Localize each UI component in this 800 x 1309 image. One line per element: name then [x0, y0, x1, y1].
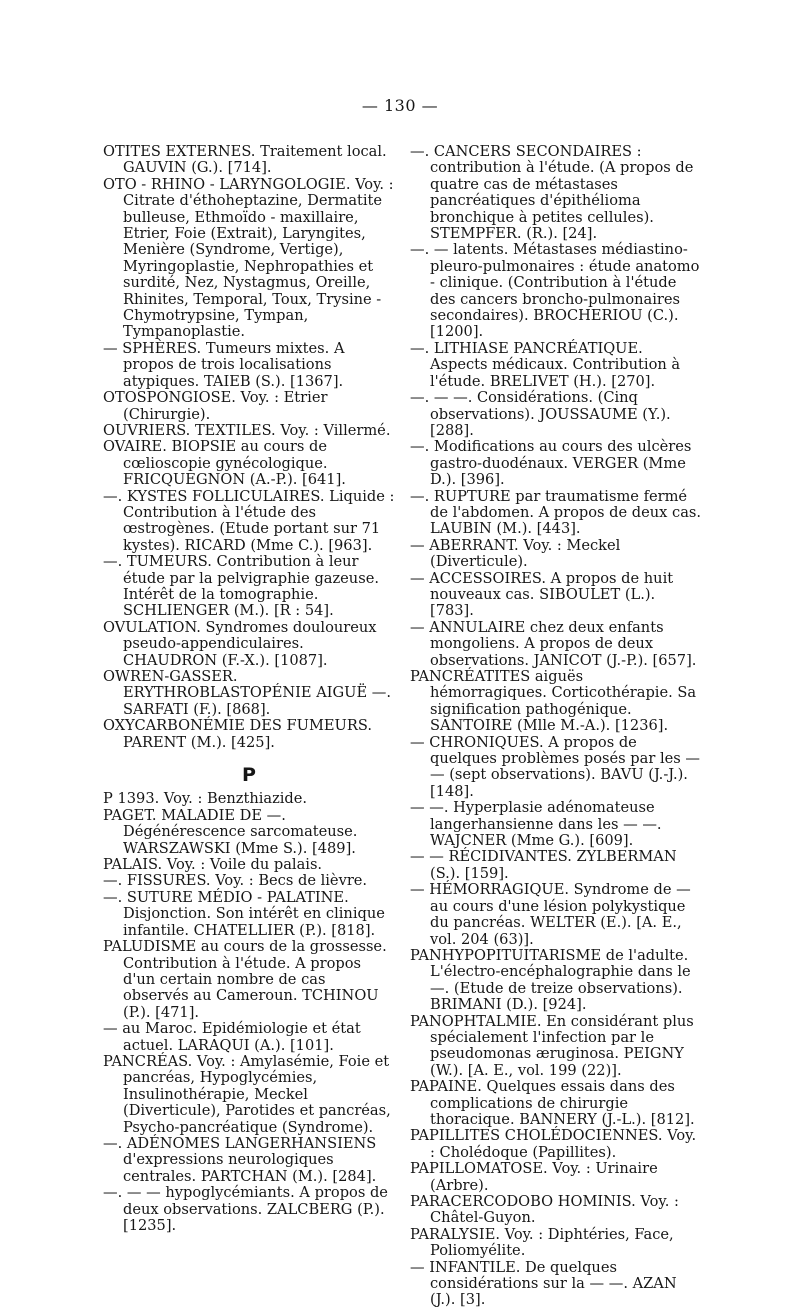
index-entry: —. — latents. Métastases médiastino-pleuro-pulmonaires : étude anatomo - clinique. (Contribution à l'étude des cancers broncho-pulmonaires secondaires). BROCHERIOU (C.). [1200]. [410, 241, 700, 341]
index-entry: PALAIS. Voy. : Voile du palais. [103, 856, 323, 874]
index-entry: —. — — hypoglycémiants. A propos de deux observations. ZALCBERG (P.). [1235]. [103, 1184, 388, 1234]
index-entry: — — RÉCIDIVANTES. ZYLBERMAN (S.). [159]. [410, 848, 677, 882]
index-entry: —. CANCERS SECONDAIRES : contribution à l'étude. (A propos de quatre cas de métastases pancréatiques d'épithélioma bronchique à petites cellules). STEMPFER. (R.). [24]. [410, 143, 694, 243]
index-entry: PANHYPOPITUITARISME de l'adulte. L'électro-encéphalographie dans le —. (Etude de treize observations). BRIMANI (D.). [924]. [410, 946, 691, 1014]
index-entry: PAPILLITES CHOLÉDOCIENNES. Voy. : Cholédoque (Papillites). [410, 1127, 697, 1161]
left-entries [103, 144, 395, 751]
index-entry: PAPAINE. Quelques essais dans des complications de chirurgie thoracique. BANNERY (J.-L.). [812]. [410, 1078, 695, 1128]
right-entries [410, 144, 702, 1309]
index-entry: —. — —. Considérations. (Cinq observations). JOUSSAUME (Y.). [288]. [410, 389, 671, 439]
index-entry: OWREN-GASSER. ERYTHROBLASTOPÉNIE AIGUË —. SARFATI (F.). [868]. [103, 668, 391, 718]
index-entry: PANOPHTALMIE. En considérant plus spécialement l'infection par le pseudomonas æruginosa. PEIGNY (W.). [A. E., vol. 199 (22)]. [410, 1012, 694, 1079]
index-entry: — au Maroc. Epidémiologie et état actuel. LARAQUI (A.). [101]. [103, 1020, 361, 1054]
index-entry: OVAIRE. BIOPSIE au cours de cœlioscopie gynécologique. FRICQUEGNON (A.-P.). [641]. [103, 438, 346, 489]
index-entry: PALUDISME au cours de la grossesse. Contribution à l'étude. A propos d'un certain nombre de cas observés au Cameroun. TCHINOU (P.). [471]. [103, 938, 387, 1021]
index-entry: OTOSPONGIOSE. Voy. : Etrier (Chirurgie). [103, 389, 328, 423]
index-entry: — CHRONIQUES. A propos de quelques problèmes posés par les — — (sept observations). BAVU (J.-J.). [148]. [410, 733, 700, 800]
index-entry: OTITES EXTERNES. Traitement local. GAUVIN (G.). [714]. [103, 143, 387, 177]
section-letter: P [242, 764, 256, 787]
index-entry: —. LITHIASE PANCRÉATIQUE. Aspects médicaux. Contribution à l'étude. BRELIVET (H.). [270]. [410, 339, 681, 390]
index-entry: —. RUPTURE par traumatisme fermé de l'abdomen. A propos de deux cas. LAUBIN (M.). [443]. [410, 487, 702, 538]
index-entry: — ABERRANT. Voy. : Meckel (Diverticule). [410, 536, 621, 571]
index-entry: — ANNULAIRE chez deux enfants mongoliens. A propos de deux observations. JANICOT (J.-P.). [657]. [410, 618, 697, 669]
index-entry: —. FISSURES. Voy. : Becs de lièvre. [103, 872, 368, 890]
page-number: — 130 — [361, 96, 439, 115]
index-entry: — SPHÈRES. Tumeurs mixtes. A propos de trois localisations atypiques. TAIEB (S.). [1367]. [103, 339, 345, 390]
index-entry: OXYCARBONÉMIE DES FUMEURS. PARENT (M.). [425]. [103, 717, 372, 751]
index-entry: OVULATION. Syndromes douloureux pseudo-appendiculaires. CHAUDRON (F.-X.). [1087]. [103, 618, 377, 669]
index-entry: PARACERCODOBO HOMINIS. Voy. : Châtel-Guyon. [410, 1193, 679, 1227]
index-entry: — —. Hyperplasie adénomateuse langerhansienne dans les — —. WAJCNER (Mme G.). [609]. [410, 799, 662, 850]
index-entry: PAPILLOMATOSE. Voy. : Urinaire (Arbre). [410, 1160, 658, 1194]
index-entry: PARALYSIE. Voy. : Diphtéries, Face, Poliomyélite. [410, 1225, 674, 1260]
index-entry: —. KYSTES FOLLICULAIRES. Liquide : Contribution à l'étude des œstrogènes. (Etude portant sur 71 kystes). RICARD (Mme C.). [963]. [103, 487, 395, 554]
index-entry: OTO - RHINO - LARYNGOLOGIE. Voy. : Citrate d'éthoheptazine, Dermatite bulleuse, Ethmoïdo - maxillaire, Etrier, Foie (Extrait), Laryngites, Menière (Syndrome, Vertige), Myringoplastie, Nephropathies et surdité, Nez, Nystagmus, Oreille, Rhinites, Temporal, Toux, Trysine - Chymotrypsine, Tympan, Tympanoplastie. [103, 175, 394, 341]
index-entry: P 1393. Voy. : Benzthiazide. [103, 790, 308, 808]
index-entry: — INFANTILE. De quelques considérations sur la — —. AZAN (J.). [3]. [410, 1258, 677, 1309]
index-entry: —. ADÉNOMES LANGERHANSIENS d'expressions neurologiques centrales. PARTCHAN (M.). [284]. [103, 1134, 377, 1185]
index-entry: PAGET. MALADIE DE —. Dégénérescence sarcomateuse. WARSZAWSKI (Mme S.). [489]. [103, 806, 358, 857]
right-column [410, 144, 702, 1309]
index-entry: —. SUTURE MÉDIO - PALATINE. Disjonction. Son intérêt en clinique infantile. CHATELLIER (P.). [818]. [103, 888, 385, 939]
index-entry: PANCRÉATITES aiguës hémorragiques. Corticothérapie. Sa signification pathogénique. SANTOIRE (Mlle M.-A.). [1236]. [410, 668, 697, 735]
index-entry: — HÉMORRAGIQUE. Syndrome de — au cours d'une lésion polykystique du pancréas. WELTER (E.). [A. E., vol. 204 (63)]. [410, 881, 691, 948]
left-column [103, 144, 395, 1234]
index-entry: —. Modifications au cours des ulcères gastro-duodénaux. VERGER (Mme D.). [396]. [410, 438, 692, 489]
index-entry: — ACCESSOIRES. A propos de huit nouveaux cas. SIBOULET (L.). [783]. [410, 569, 674, 620]
index-entry: OUVRIERS. TEXTILES. Voy. : Villermé. [103, 421, 391, 439]
index-entry: PANCRÉAS. Voy. : Amylasémie, Foie et pancréas, Hypoglycémies, Insulinothérapie, Meckel (Diverticule), Parotides et pancréas, Psycho-pancréatique (Syndrome). [103, 1052, 391, 1136]
index-entry: —. TUMEURS. Contribution à leur étude par la pelvigraphie gazeuse. Intérêt de la tomographie. SCHLIENGER (M.). [R : 54]. [103, 553, 379, 620]
left-entries-after-letter [103, 791, 395, 1234]
